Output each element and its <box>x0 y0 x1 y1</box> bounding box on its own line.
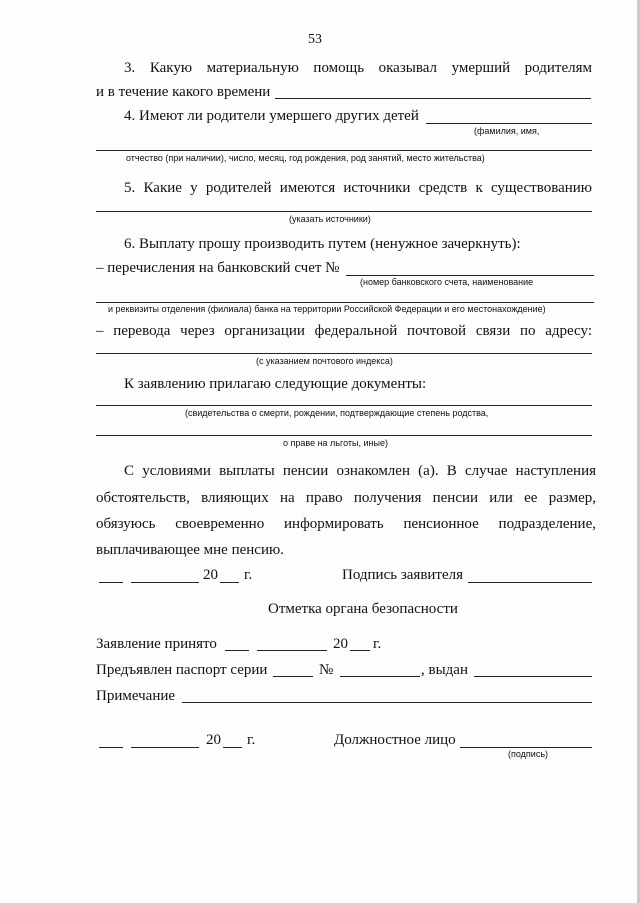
post-hint: (с указанием почтового индекса) <box>256 356 393 366</box>
q3-answer-line[interactable] <box>275 98 591 99</box>
official-year-line[interactable] <box>223 747 242 748</box>
note-label: Примечание <box>96 688 176 704</box>
documents-line-1[interactable] <box>96 405 592 406</box>
accepted-year-prefix: 20 <box>333 636 348 652</box>
applicant-signature-label: Подпись заявителя <box>342 567 464 583</box>
bank-transfer-option: – перечисления на банковский счет № <box>96 260 340 276</box>
accepted-day-line[interactable] <box>225 650 249 651</box>
passport-number-sign: № <box>319 662 334 678</box>
applicant-date-month-line[interactable] <box>131 582 199 583</box>
q4-hint-1: (фамилия, имя, <box>474 126 540 136</box>
official-date-day-line[interactable] <box>99 747 123 748</box>
page-number: 53 <box>308 32 322 47</box>
q4-answer-line-2[interactable] <box>96 150 592 151</box>
accepted-year-suffix: г. <box>373 636 382 652</box>
passport-series-line[interactable] <box>273 676 313 677</box>
conditions-line-4: выплачивающее мне пенсию. <box>96 542 284 558</box>
accepted-label: Заявление принято <box>96 636 217 652</box>
bank-hint-2: и реквизиты отделения (филиала) банка на территории Российской Федерации и его местонахождение) <box>108 304 546 314</box>
passport-label: Предъявлен паспорт серии <box>96 662 268 678</box>
official-year-prefix: 20 <box>206 732 221 748</box>
q5-answer-line[interactable] <box>96 211 592 212</box>
bank-details-line[interactable] <box>96 302 594 303</box>
accepted-year-line[interactable] <box>350 650 370 651</box>
security-mark-title: Отметка органа безопасности <box>268 601 458 617</box>
conditions-line-3: обязуюсь своевременно информировать пенсионное подразделение, <box>96 516 596 532</box>
q4-answer-line-1[interactable] <box>426 123 592 124</box>
documents-hint-2: о праве на льготы, иные) <box>283 438 388 448</box>
issued-label: , выдан <box>421 662 468 678</box>
bank-account-line[interactable] <box>346 275 594 276</box>
documents-line-2[interactable] <box>96 435 592 436</box>
issued-by-line[interactable] <box>474 676 592 677</box>
conditions-line-1: С условиями выплаты пенсии ознакомлен (а). В случае наступления <box>124 463 596 479</box>
documents-text: К заявлению прилагаю следующие документы: <box>124 376 427 392</box>
q3-line1: 3. Какую материальную помощь оказывал умерший родителям <box>124 60 592 76</box>
note-line[interactable] <box>182 702 592 703</box>
q4-text: 4. Имеют ли родители умершего других детей <box>124 108 419 124</box>
official-year-suffix: г. <box>247 732 256 748</box>
q4-hint-2: отчество (при наличии), число, месяц, год рождения, род занятий, место жительства) <box>126 153 485 163</box>
applicant-year-prefix: 20 <box>203 567 218 583</box>
official-label: Должностное лицо <box>334 732 456 748</box>
official-date-month-line[interactable] <box>131 747 199 748</box>
post-address-line[interactable] <box>96 353 592 354</box>
passport-number-line[interactable] <box>340 676 420 677</box>
applicant-date-day-line[interactable] <box>99 582 123 583</box>
applicant-signature-line[interactable] <box>468 582 592 583</box>
bank-hint-1: (номер банковского счета, наименование <box>360 277 534 287</box>
q5-text: 5. Какие у родителей имеются источники средств к существованию <box>124 180 592 196</box>
q6-text: 6. Выплату прошу производить путем (ненужное зачеркнуть): <box>124 236 521 252</box>
accepted-month-line[interactable] <box>257 650 327 651</box>
q3-line2: и в течение какого времени <box>96 84 271 100</box>
q5-hint: (указать источники) <box>289 214 371 224</box>
documents-hint-1: (свидетельства о смерти, рождении, подтверждающие степень родства, <box>185 408 489 418</box>
post-transfer-option: – перевода через организации федеральной почтовой связи по адресу: <box>96 323 592 339</box>
applicant-year-line[interactable] <box>220 582 239 583</box>
signature-hint: (подпись) <box>508 749 549 759</box>
conditions-line-2: обстоятельств, влияющих на право получения пенсии или ее размер, <box>96 490 596 506</box>
official-signature-line[interactable] <box>460 747 592 748</box>
applicant-year-suffix: г. <box>244 567 253 583</box>
